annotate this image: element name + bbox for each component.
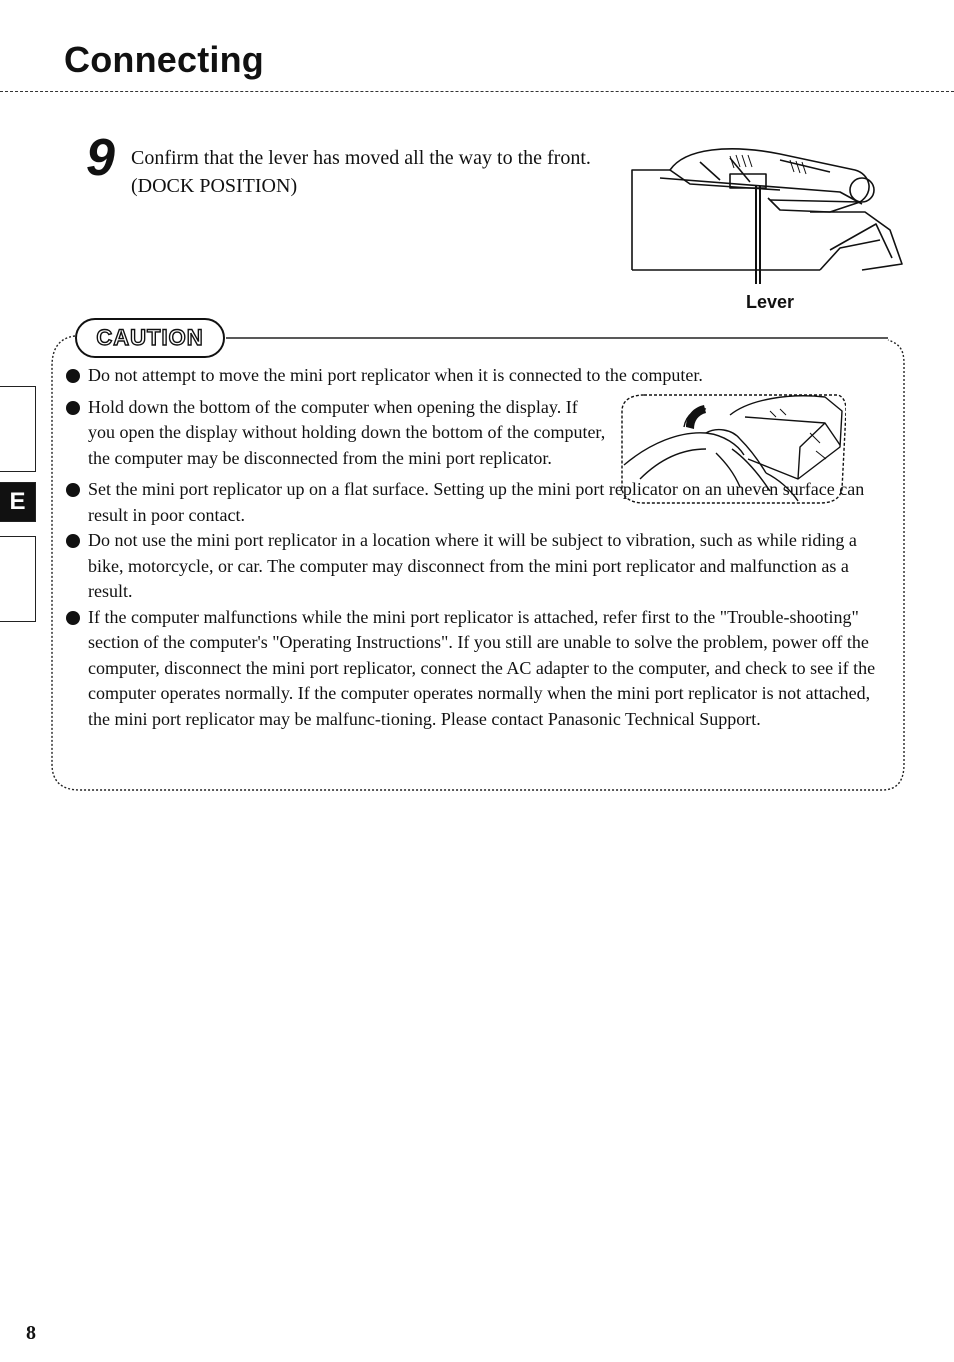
bullet-icon [66,534,80,548]
bullet-icon [66,483,80,497]
bullet-icon [66,611,80,625]
page-number: 8 [26,1322,36,1344]
hands-holding-computer-illustration [620,393,846,505]
caution-item-text: Set the mini port replicator up on a flat surface. Setting up the mini port replicator on an uneven surface can result in poor contact. [88,479,865,525]
caution-item [66,363,892,389]
caution-item-text: If the computer malfunctions while the mini port replicator is attached, refer first to the "Trouble-shooting" section of the computer's "Operating Instructions". If you still are unable to solve the problem, power off the computer, disconnect the mini port replicator, connect the AC adapter to the computer, and check to see if the computer operates normally. If the computer operates normally when the mini port replicator is not attached, the mini port replicator may be malfunc-tioning. Please contact Panasonic Technical Support. [88,606,876,729]
caution-item-text: Do not attempt to move the mini port replicator when it is connected to the computer. [88,365,703,385]
caution-item-text: Hold down the bottom of the computer when opening the display. If you open the display without holding down the bottom of the computer, the computer may be disconnected from the mini port replicator. [88,396,606,468]
caution-item [66,605,892,733]
caution-item-text: Do not use the mini port replicator in a location where it will be subject to vibration, such as while riding a bike, motorcycle, or car. The computer may disconnect from the mini port replicator and malfunction as a result. [88,530,857,601]
page-title: Connecting [64,39,264,80]
caution-item [66,395,608,472]
lever-illustration [630,140,906,284]
caution-badge-label: CAUTION [96,325,204,350]
lever-label: Lever [746,292,795,312]
title-divider [0,91,954,92]
language-tab-blank-bottom [0,536,36,622]
step-text: Confirm that the lever has moved all the way to the front. (DOCK POSITION) [131,147,591,197]
caution-badge [75,318,225,358]
language-tab-blank-top [0,386,36,472]
language-tabs [0,386,38,622]
caution-item [66,528,892,605]
bullet-icon [66,401,80,415]
language-tab-active: E [0,482,36,522]
bullet-icon [66,369,80,383]
step-number: 9 [86,129,115,187]
